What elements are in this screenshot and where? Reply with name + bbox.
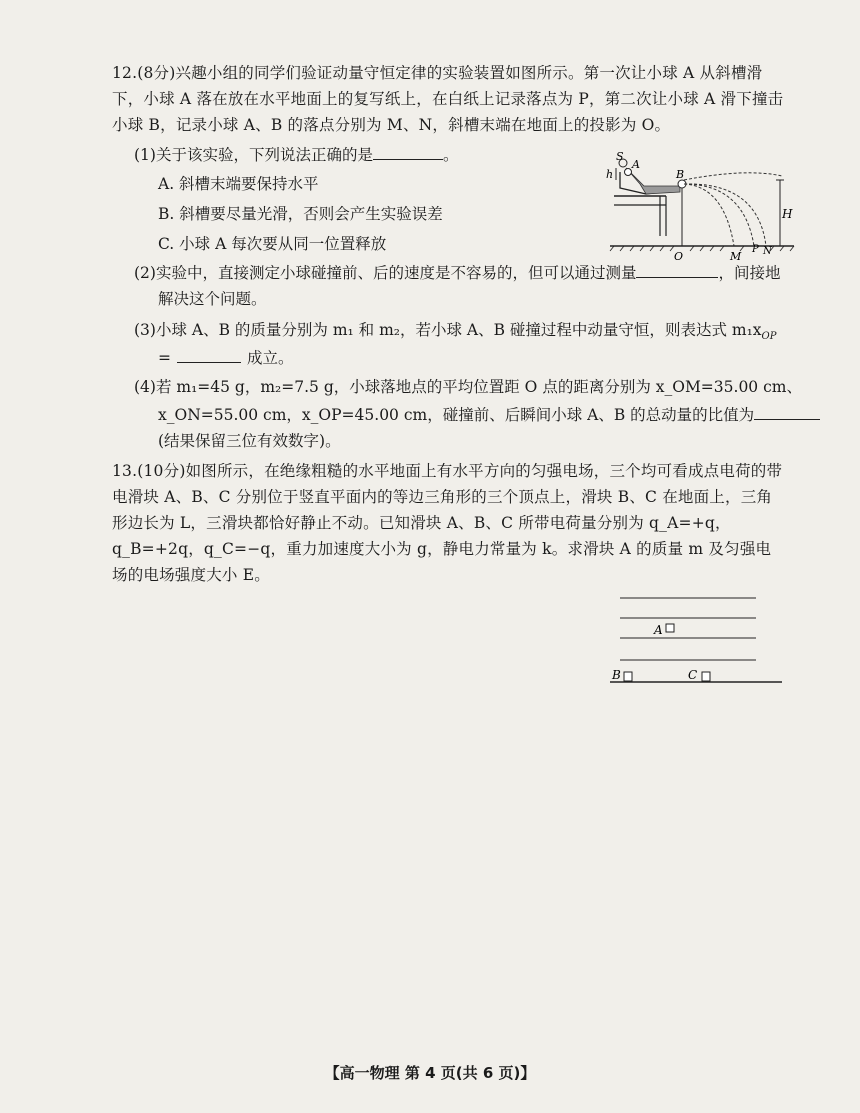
label-a: A [654,623,663,637]
label-s: S [616,150,624,163]
q12-part2: (2)实验中，直接测定小球碰撞前、后的速度是不容易的，但可以通过测量 ，间接地 [134,259,780,286]
q12-stem: 12.(8分)兴趣小组的同学们验证动量守恒定律的实验装置如图所示。第一次让小球 A 从斜槽滑下，小球 A 落在放在水平地面上的复写纸上，在白纸上记录落点为 P，第二次让小球 A 滑下撞击小球 B，记录小球 A、B 的落点分别为 M、N，斜槽末端在地面上的投影为 O。 [112,64,784,134]
q12-part3: (3)小球 A、B 的质量分别为 m₁ 和 m₂，若小球 A、B 碰撞过程中动量守恒，则表达式 $m_1x_{OP}$ [134,321,777,343]
label-c: C [688,668,698,682]
q12-option-a: A. 斜槽末端要保持水平 [158,175,319,193]
label-n: N [763,246,772,257]
q12-part1: (1)关于该实验，下列说法正确的是 。 [134,141,458,168]
label-h: h [606,168,614,181]
q12-part3-cont: = 成立。 [158,344,294,371]
q12-part4-line3: (结果保留三位有效数字)。 [158,432,341,450]
q12-part3-blank [177,344,241,363]
q12-part4-line2: x_ON=55.00 cm，x_OP=45.00 cm，碰撞前、后瞬间小球 A、B 的总动量的比值为 [158,401,820,428]
q13-triangle-figure [606,590,786,690]
label-o: O [674,250,684,262]
label-b: B [676,168,685,181]
q12-part1-blank [373,141,443,160]
page-footer: 【高一物理 第 4 页(共 6 页)】 [324,1064,536,1082]
q12-option-c: C. 小球 A 每次要从同一位置释放 [158,235,387,253]
q12-apparatus-figure [606,150,796,262]
q12-part4-blank [754,401,820,420]
label-b: B [612,668,621,682]
q12-part4: (4)若 m₁=45 g，m₂=7.5 g，小球落地点的平均位置距 O 点的距离分别为 x_OM=35.00 cm、 [134,378,802,396]
q12-part1-text: (1)关于该实验，下列说法正确的是 [134,146,373,164]
q13-stem: 13.(10分)如图所示，在绝缘粗糙的水平地面上有水平方向的匀强电场，三个均可看成点电荷的带电滑块 A、B、C 分别位于竖直平面内的等边三角形的三个顶点上，滑块 B、C 在地面上，三角形边长为 L，三滑块都恰好静止不动。已知滑块 A、B、C 所带电荷量分别为 q_A=+q，q_B=+2q，q_C=−q，重力加速度大小为 g，静电力常量为 k。求滑块 A 的质量 m 及匀强电场的电场强度大小 E。 [112,462,783,584]
label-p: P [752,244,759,255]
label-a: A [632,158,640,171]
label-H: H [782,207,793,221]
q12-part2-blank [636,259,718,278]
q12-part2-cont: 解决这个问题。 [158,290,267,308]
label-m: M [730,250,742,262]
q12-option-b: B. 斜槽要尽量光滑，否则会产生实验误差 [158,205,443,223]
